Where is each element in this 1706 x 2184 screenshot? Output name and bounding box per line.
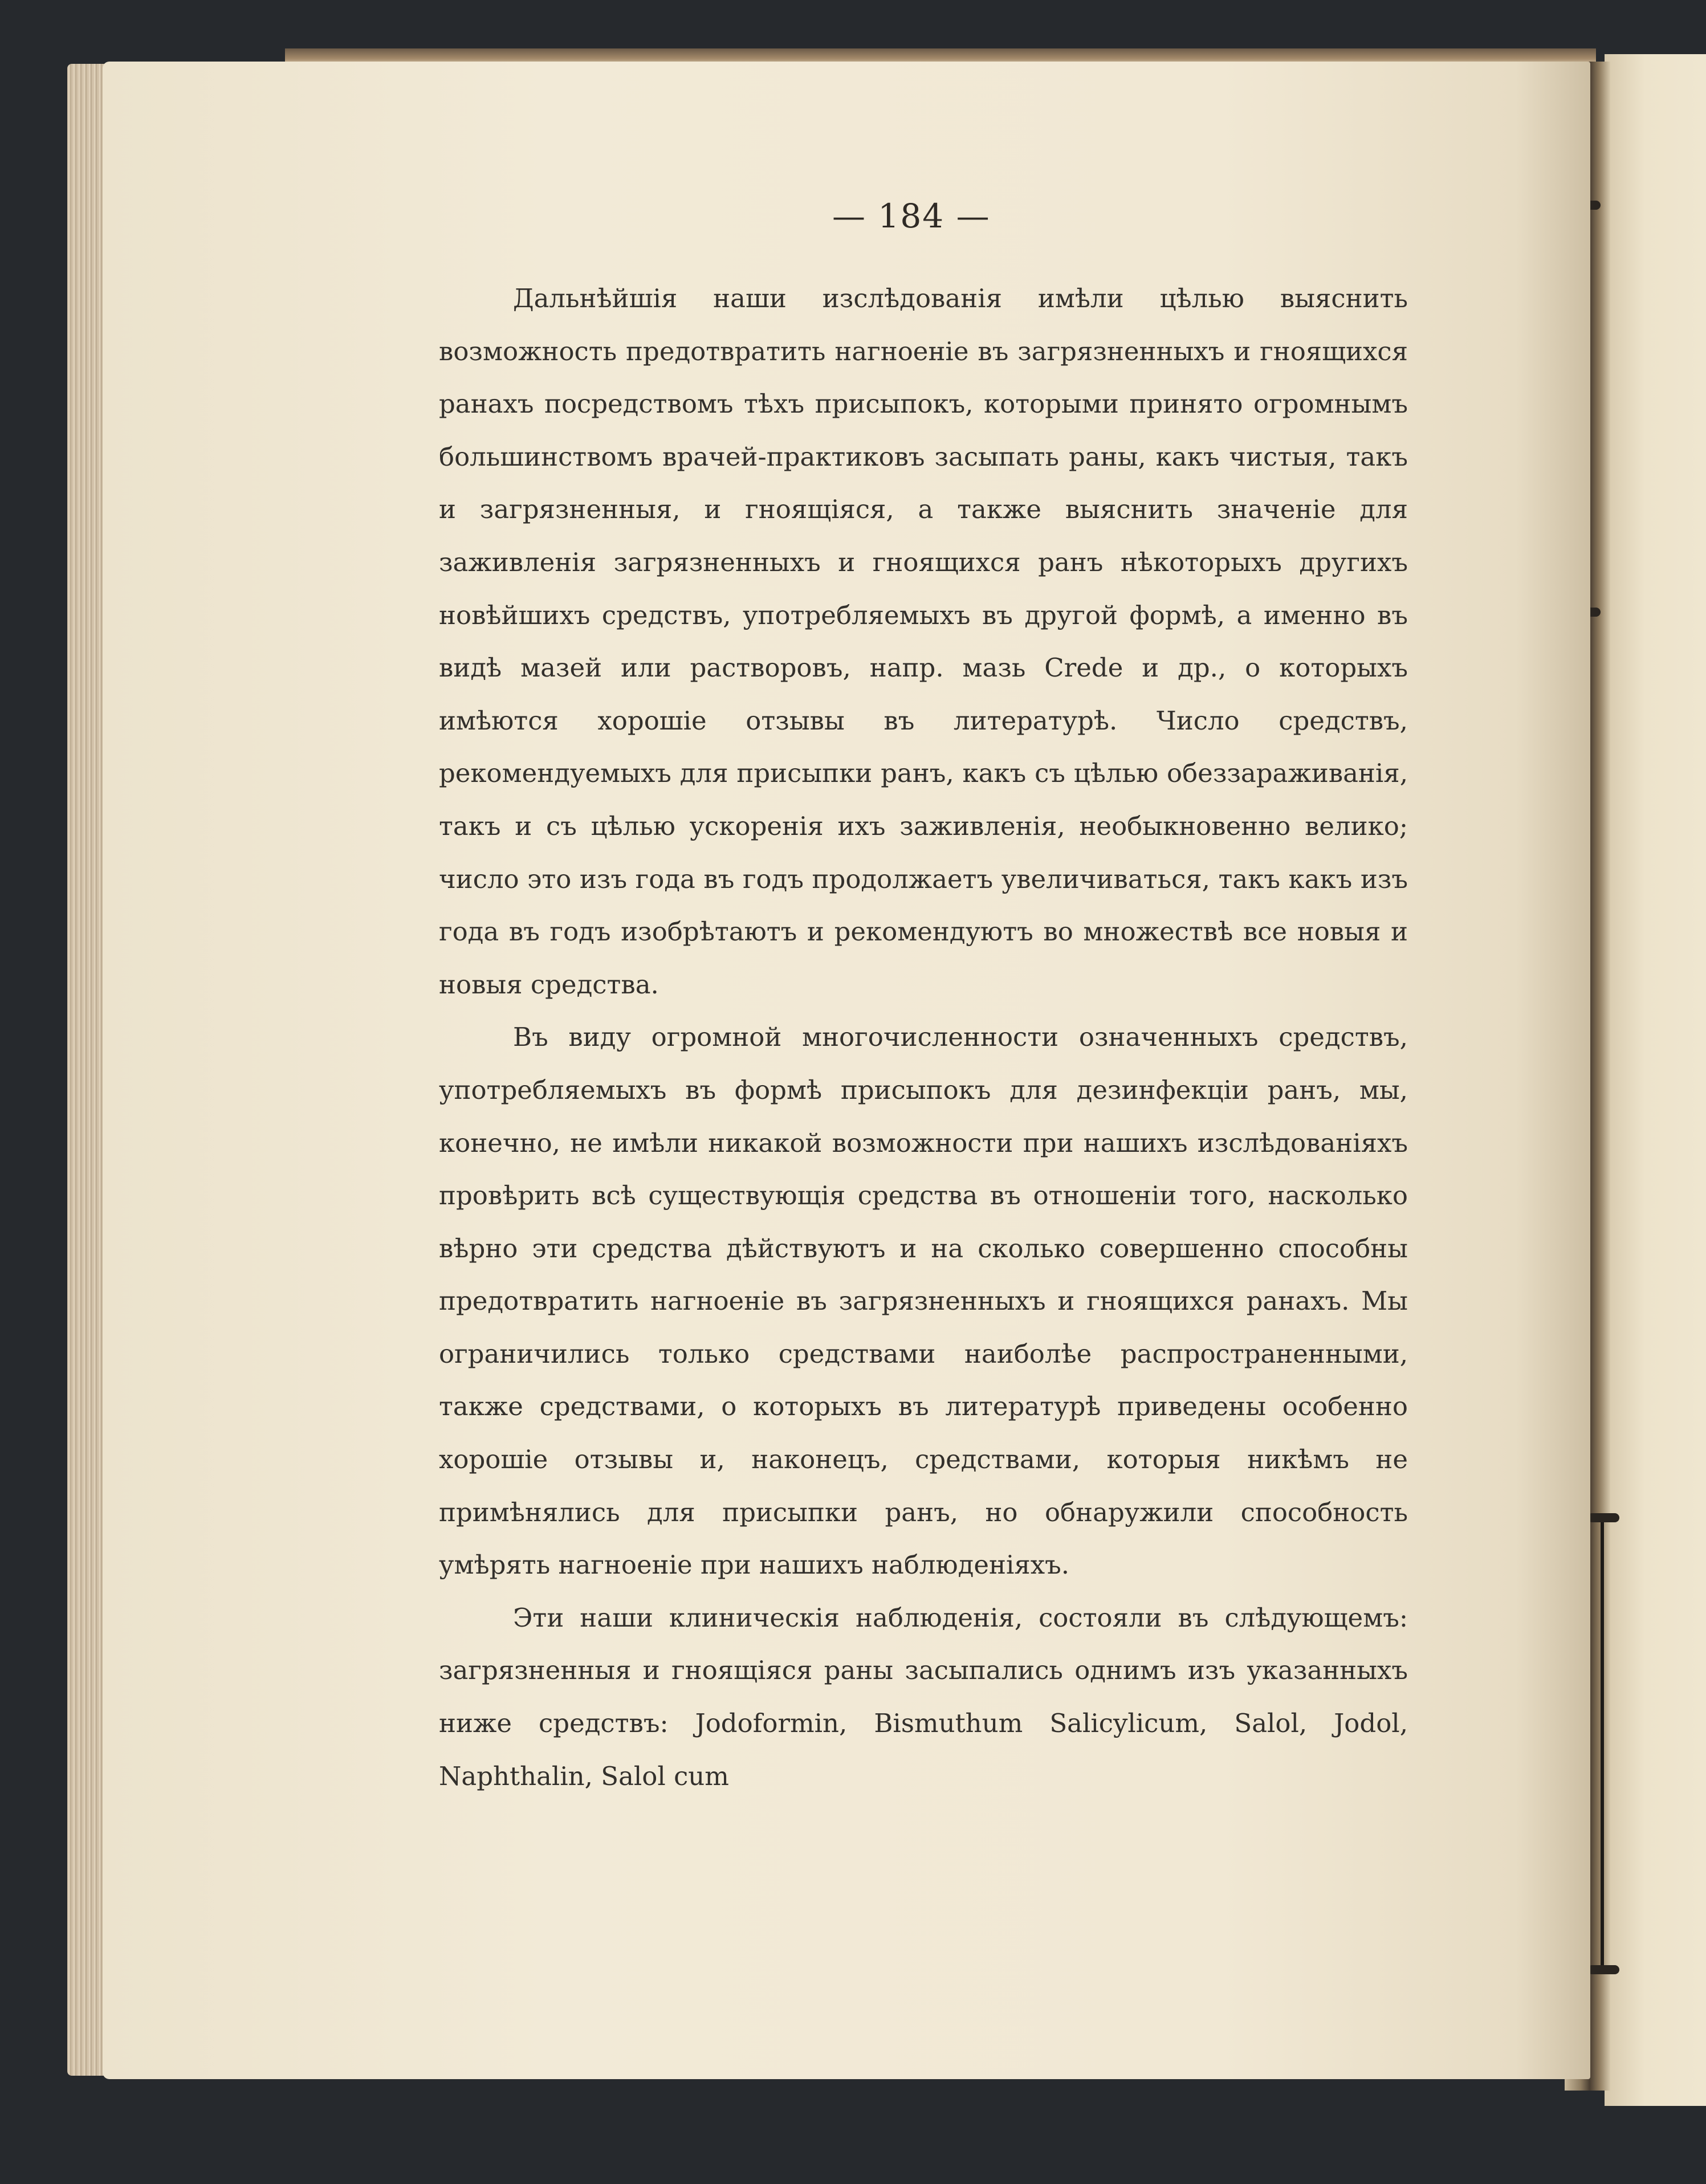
body-text [439,272,1408,1803]
facing-page [1605,54,1706,2106]
binding-cord-lower [1601,1516,1604,1966]
binding-knot [1587,1965,1619,1974]
binding-knot [1587,1513,1619,1522]
paragraph-1: Дальнѣйшія наши изслѣдованія имѣли цѣлью выяснить возможность предотвратить нагноеніе въ загрязненныхъ и гноящихся ранахъ посредствомъ тѣхъ присыпокъ, которыми принято огромнымъ большинствомъ врачей-практиковъ засыпать раны, какъ чистыя, такъ и загрязненныя, и гноящіяся, а также выяснить значеніе для заживленія загрязненныхъ и гноящихся ранъ нѣкоторыхъ другихъ новѣйшихъ средствъ, употребляемыхъ въ другой формѣ, а именно въ видѣ мазей или растворовъ, напр. мазь Crede и др., о которыхъ имѣются хорошіе отзывы въ литературѣ. Число средствъ, рекомендуемыхъ для присыпки ранъ, какъ съ цѣлью обеззараживанія, такъ и съ цѣлью ускоренія ихъ заживленія, необыкновенно велико; число это изъ года въ годъ продолжаетъ увеличиваться, такъ какъ изъ года въ годъ изобрѣтаютъ и рекомендуютъ во множествѣ все новыя и новыя средства. [439,283,1408,1000]
page-number: — 184 — [832,197,991,235]
paragraph-3: Эти наши клиническія наблюденія, состояли въ слѣдующемъ: загрязненныя и гноящіяся раны засыпались однимъ изъ указанныхъ ниже средствъ: Jodoformin, Bismuthum Salicylicum, Salol, Jodol, Naphthalin, Salol cum [439,1602,1408,1791]
paragraph-2: Въ виду огромной многочисленности означенныхъ средствъ, употребляемыхъ въ формѣ присыпокъ для дезинфекціи ранъ, мы, конечно, не имѣли никакой возможности при нашихъ изслѣдованіяхъ провѣрить всѣ существующія средства въ отношеніи того, насколько вѣрно эти средства дѣйствуютъ и на сколько совершенно способны предотвратить нагноеніе въ загрязненныхъ и гноящихся ранахъ. Мы ограничились только средствами наиболѣе распространенными, также средствами, о которыхъ въ литературѣ приведены особенно хорошіе отзывы и, наконецъ, средствами, которыя никѣмъ не примѣнялись для присыпки ранъ, но обнаружили способность умѣрять нагноеніе при нашихъ наблюденіяхъ. [439,1022,1408,1580]
page-stack-edge [67,64,107,2076]
